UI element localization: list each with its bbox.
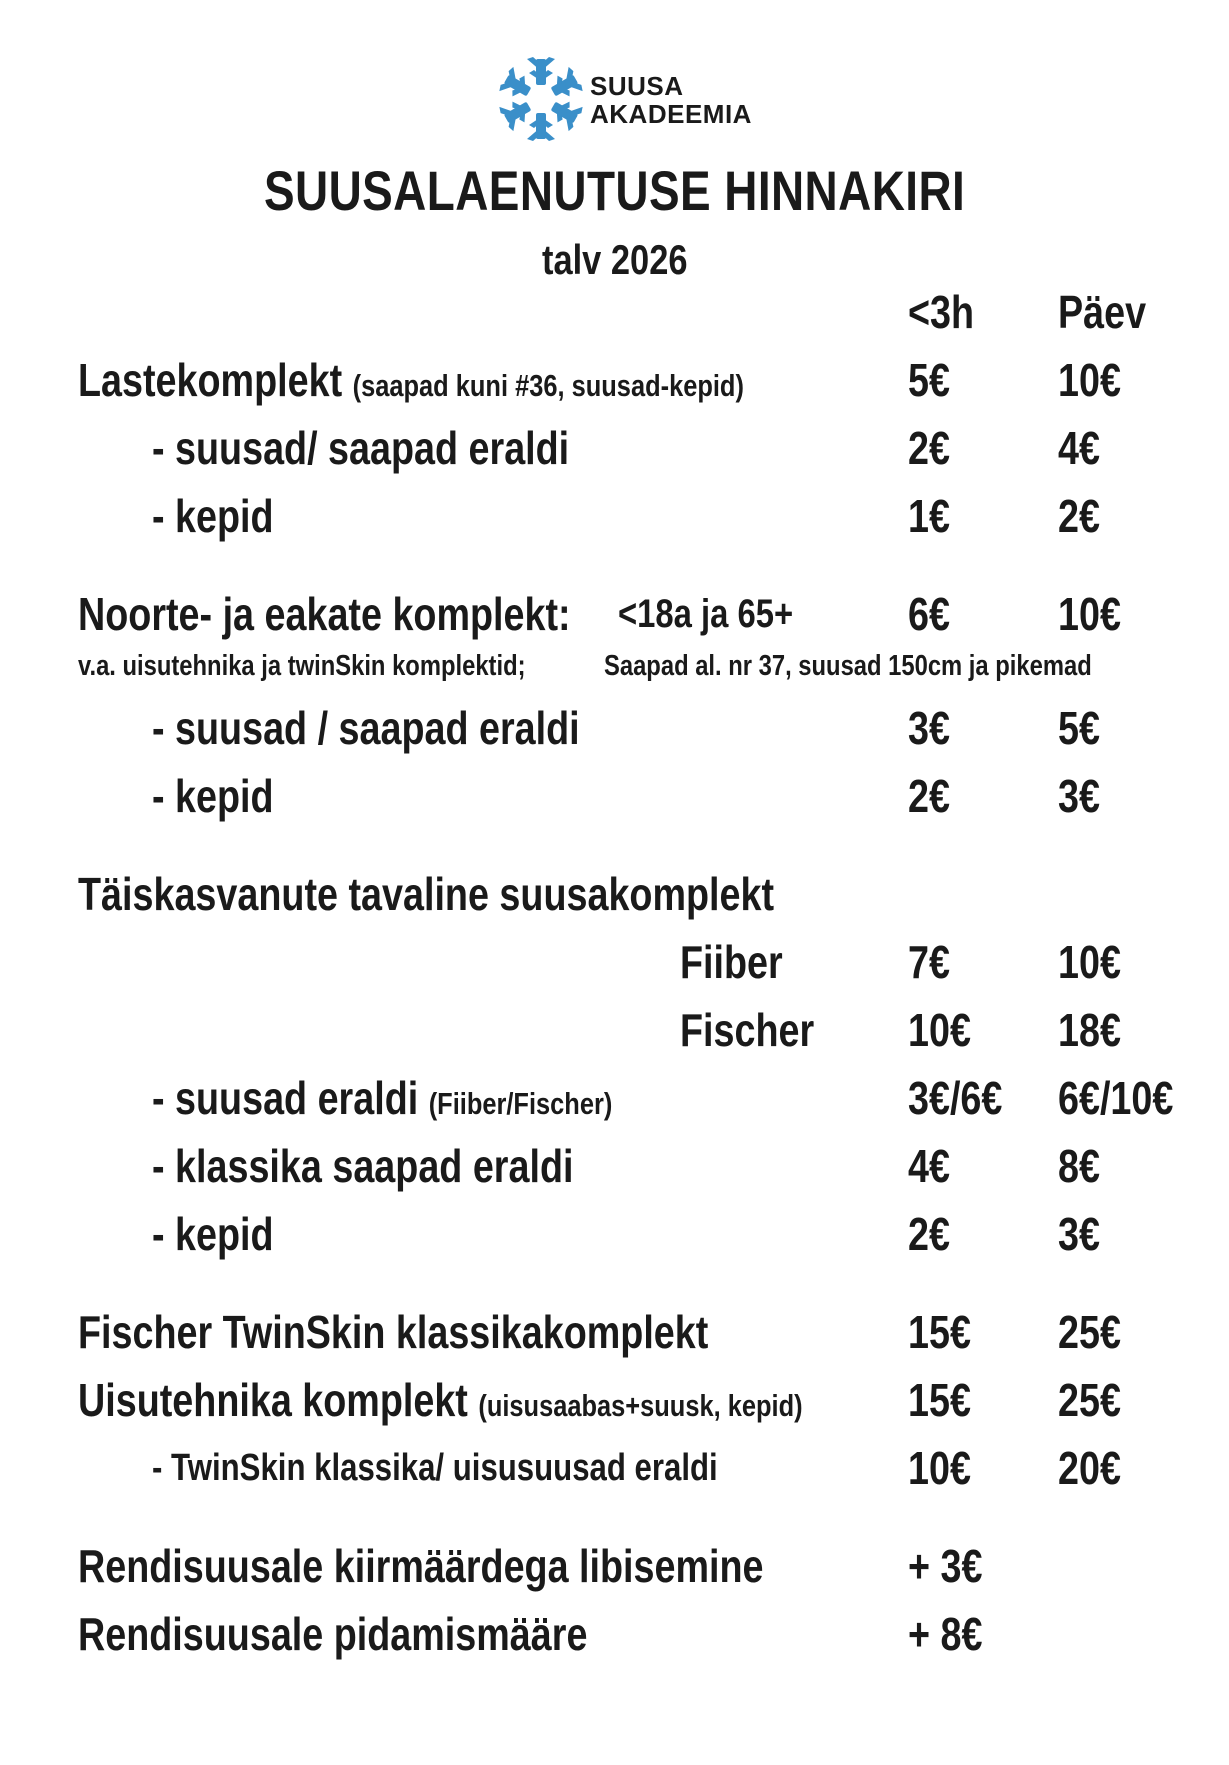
item-name: Fischer TwinSkin klassikakomplekt: [78, 1306, 709, 1358]
logo: [498, 56, 758, 148]
price-day: 10€: [1058, 588, 1121, 640]
age-range: <18a ja 65+: [618, 592, 794, 636]
price-row: [0, 698, 1229, 758]
price-day: 4€: [1058, 422, 1100, 474]
youth-note-sizes: Saapad al. nr 37, suusad 150cm ja pikemad: [604, 650, 1092, 682]
price-day: 10€: [1058, 936, 1121, 988]
price-short: 2€: [908, 422, 950, 474]
price-day: 10€: [1058, 354, 1121, 406]
price-day: 3€: [1058, 770, 1100, 822]
price-row: [0, 1204, 1229, 1264]
logo-line1: SUUSA: [590, 71, 684, 101]
price-short: 10€: [908, 1442, 971, 1494]
price-day: 6€/10€: [1058, 1072, 1174, 1124]
price-row: [0, 486, 1229, 546]
item-name: Uisutehnika komplekt (uisusaabas+suusk, kepid): [78, 1374, 803, 1426]
price-extra: + 3€: [908, 1540, 983, 1592]
extra-row: [0, 1536, 1229, 1596]
youth-note-exclusions: v.a. uisutehnika ja twinSkin komplektid;: [78, 650, 526, 682]
item-name: Rendisuusale pidamismääre: [78, 1608, 588, 1660]
price-day: 5€: [1058, 702, 1100, 754]
price-short: 4€: [908, 1140, 950, 1192]
price-short: 2€: [908, 770, 950, 822]
item-name: Lastekomplekt (saapad kuni #36, suusad-kepid): [78, 354, 744, 406]
price-day: 25€: [1058, 1374, 1121, 1426]
price-short: 5€: [908, 354, 950, 406]
col-day-header: Päev: [1058, 286, 1147, 338]
price-day: 3€: [1058, 1208, 1100, 1260]
logo-line2: AKADEEMIA: [590, 99, 752, 129]
brand-name: Fiiber: [680, 936, 783, 988]
price-extra: + 8€: [908, 1608, 983, 1660]
column-headers: [0, 282, 1229, 342]
price-short: 7€: [908, 936, 950, 988]
price-short: 3€/6€: [908, 1072, 1003, 1124]
item-name: - suusad / saapad eraldi: [152, 702, 580, 754]
price-short: 15€: [908, 1306, 971, 1358]
item-name: Noorte- ja eakate komplekt:: [78, 588, 571, 640]
price-row: [0, 932, 1229, 992]
price-row: [0, 1136, 1229, 1196]
price-row: [0, 1438, 1229, 1498]
price-day: 20€: [1058, 1442, 1121, 1494]
item-name: - suusad/ saapad eraldi: [152, 422, 570, 474]
price-row: [0, 350, 1229, 410]
price-day: 8€: [1058, 1140, 1100, 1192]
extra-row: [0, 1604, 1229, 1664]
price-short: 6€: [908, 588, 950, 640]
price-short: 10€: [908, 1004, 971, 1056]
price-short: 1€: [908, 490, 950, 542]
col-short-header: <3h: [908, 286, 975, 338]
price-short: 3€: [908, 702, 950, 754]
price-row: [0, 1302, 1229, 1362]
price-day: 18€: [1058, 1004, 1121, 1056]
price-row: [0, 584, 1229, 644]
item-name: - kepid: [152, 1208, 274, 1260]
price-row: [0, 418, 1229, 478]
snowflake-icon: [498, 56, 584, 142]
price-row: [0, 1370, 1229, 1430]
price-day: 2€: [1058, 490, 1100, 542]
page-title: SUUSALAENUTUSE HINNAKIRI: [263, 159, 966, 222]
page-subtitle: talv 2026: [541, 236, 688, 283]
brand-name: Fischer: [680, 1004, 815, 1056]
item-name: - kepid: [152, 770, 274, 822]
price-row: [0, 1068, 1229, 1128]
item-name: - TwinSkin klassika/ uisusuusad eraldi: [152, 1447, 718, 1489]
item-name: Rendisuusale kiirmäärdega libisemine: [78, 1540, 764, 1592]
section-heading: [0, 864, 1229, 924]
price-day: 25€: [1058, 1306, 1121, 1358]
item-name: - suusad eraldi (Fiiber/Fischer): [152, 1072, 613, 1124]
price-short: 2€: [908, 1208, 950, 1260]
price-row: [0, 766, 1229, 826]
price-short: 15€: [908, 1374, 971, 1426]
item-name: - kepid: [152, 490, 274, 542]
item-name: Täiskasvanute tavaline suusakomplekt: [78, 868, 775, 920]
price-row: [0, 1000, 1229, 1060]
item-name: - klassika saapad eraldi: [152, 1140, 574, 1192]
